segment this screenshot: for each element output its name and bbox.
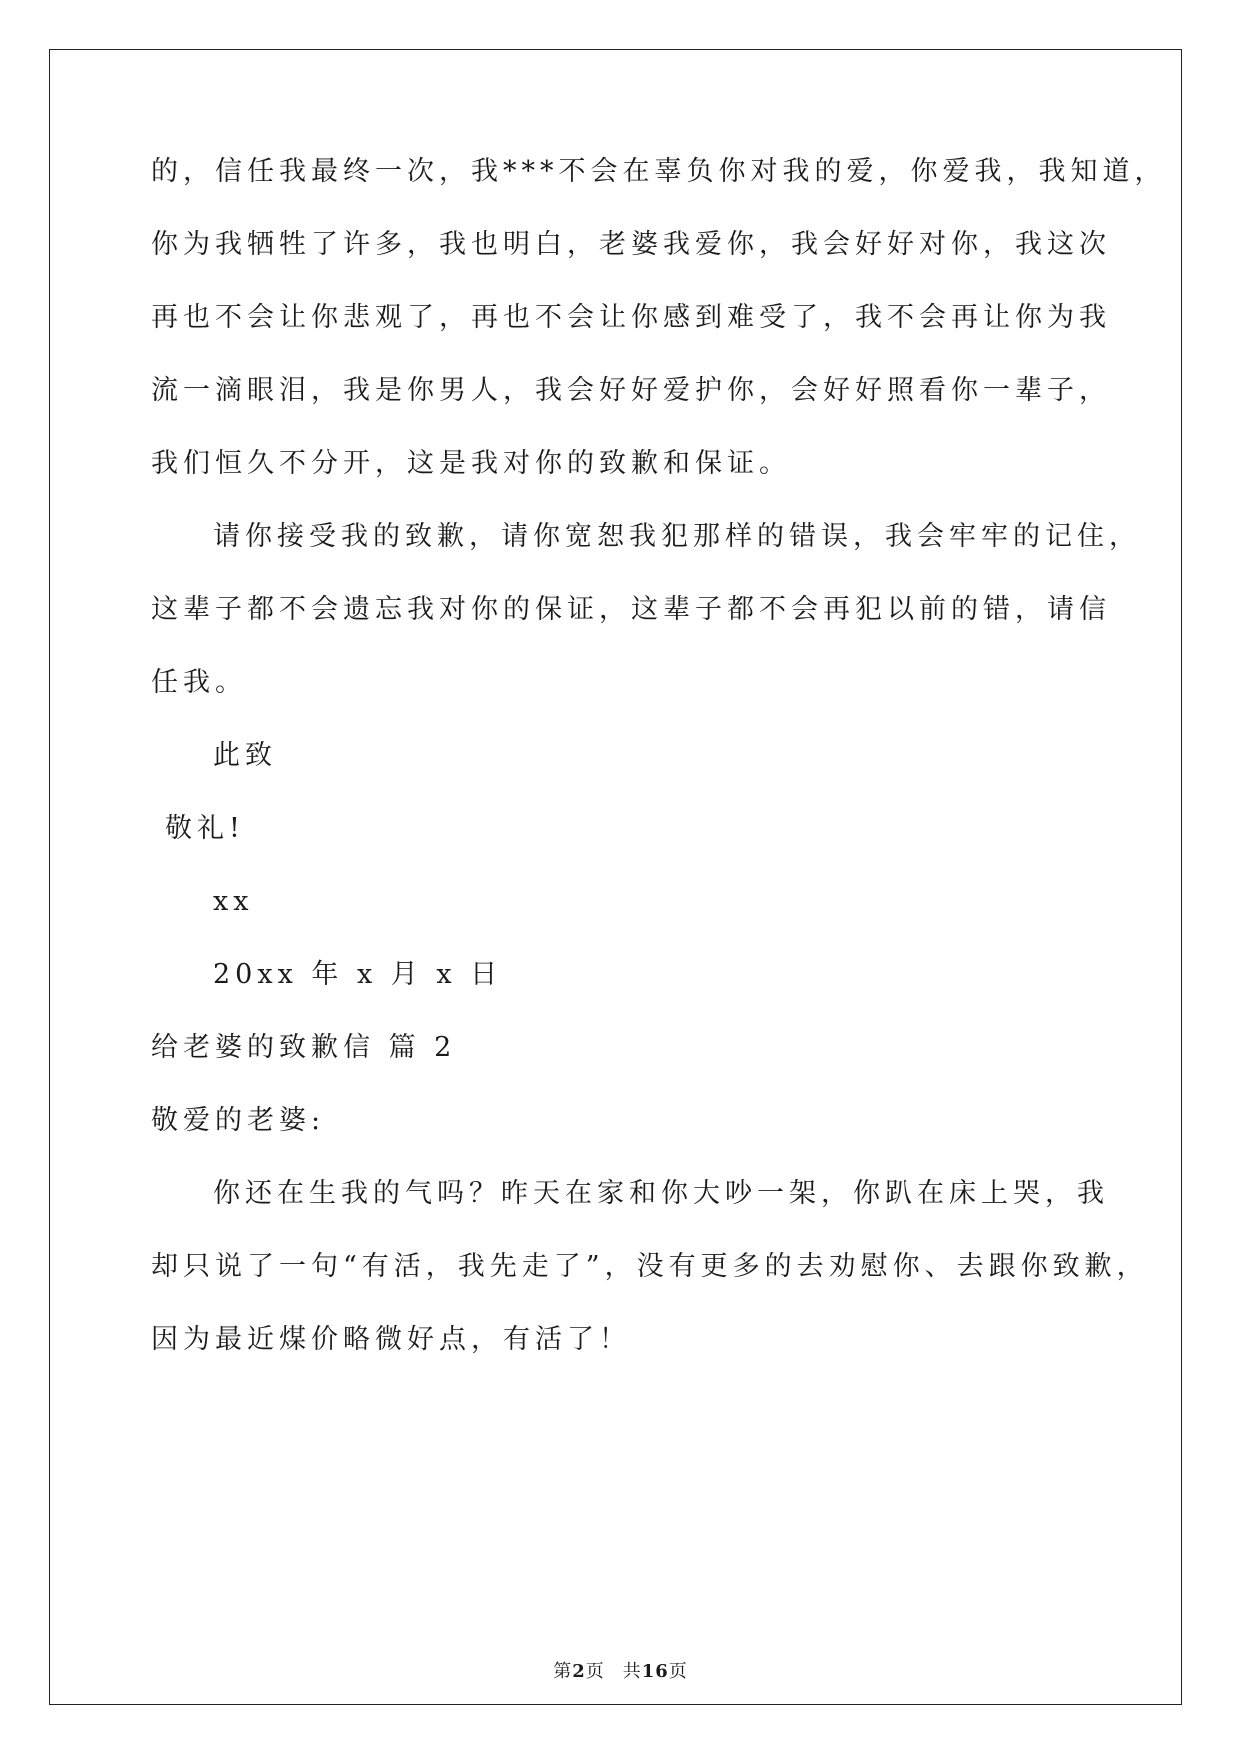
body-text-line: 请你接受我的致歉，请你宽恕我犯那样的错误，我会牢牢的记住， — [213, 521, 1141, 552]
closing-regards: 敬礼! — [165, 813, 245, 844]
footer-page-number: 2 — [572, 1661, 586, 1682]
footer-total-unit: 页 — [668, 1661, 688, 1682]
page-footer — [0, 1660, 1241, 1684]
body-text-line: 因为最近煤价略微好点，有活了！ — [151, 1324, 631, 1355]
body-text-line: 却只说了一句“有活，我先走了”，没有更多的去劝慰你、去跟你致歉， — [151, 1251, 1149, 1282]
footer-total-pages: 16 — [641, 1661, 669, 1682]
body-text-line: 我们恒久不分开，这是我对你的致歉和保证。 — [151, 448, 791, 479]
footer-prefix: 第 — [553, 1661, 573, 1682]
body-text-line: 你为我牺牲了许多，我也明白，老婆我爱你，我会好好对你，我这次 — [151, 229, 1111, 260]
page-border — [49, 49, 1182, 1705]
body-text-line: 再也不会让你悲观了，再也不会让你感到难受了，我不会再让你为我 — [151, 302, 1111, 333]
letter-greeting: 敬爱的老婆: — [151, 1105, 326, 1136]
signature: xx — [213, 886, 254, 917]
footer-total-prefix: 共 — [622, 1661, 642, 1682]
footer-page-unit: 页 — [585, 1661, 605, 1682]
body-text-line: 任我。 — [151, 667, 247, 698]
closing-salutation: 此致 — [213, 740, 277, 771]
letter-date: 20xx 年 x 月 x 日 — [213, 959, 503, 990]
section-heading: 给老婆的致歉信 篇 2 — [151, 1032, 457, 1063]
body-text-line: 你还在生我的气吗？昨天在家和你大吵一架，你趴在床上哭，我 — [213, 1178, 1109, 1209]
body-text-line: 这辈子都不会遗忘我对你的保证，这辈子都不会再犯以前的错，请信 — [151, 594, 1111, 625]
body-text-line: 的，信任我最终一次，我***不会在辜负你对我的爱，你爱我，我知道， — [151, 156, 1167, 187]
body-text-line: 流一滴眼泪，我是你男人，我会好好爱护你，会好好照看你一辈子， — [151, 375, 1111, 406]
